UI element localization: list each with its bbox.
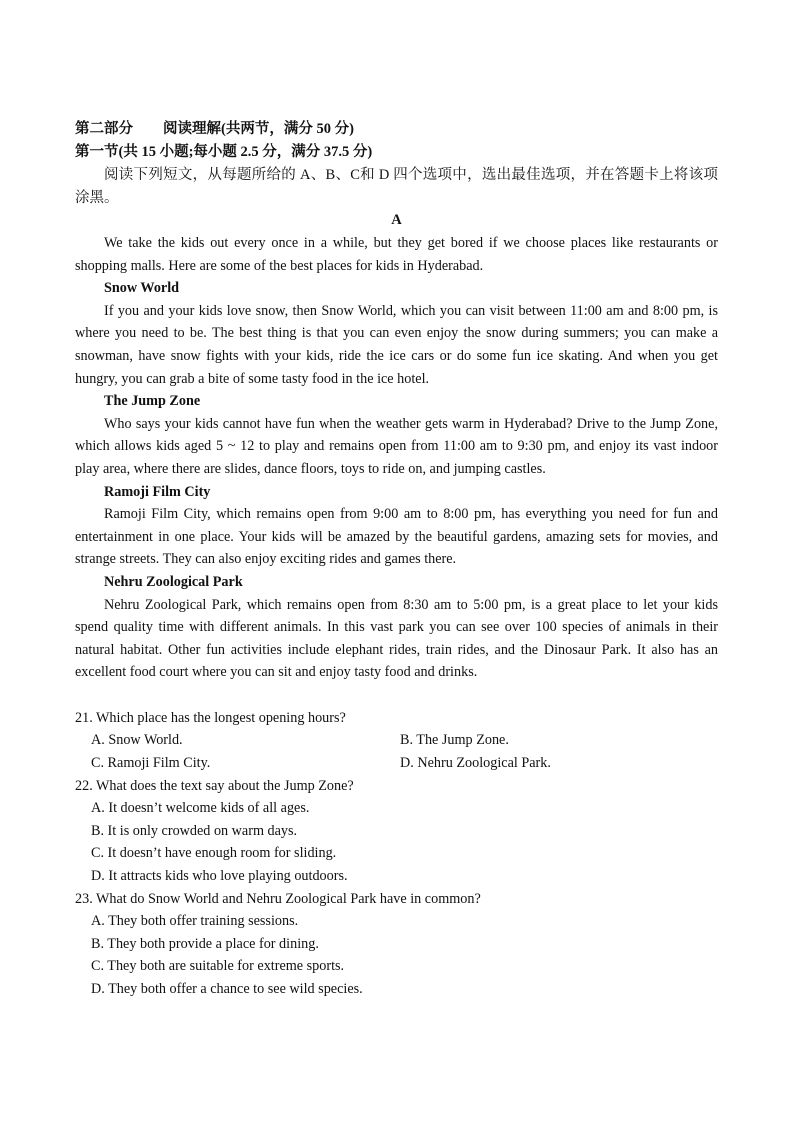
section-text-ramoji-film-city: Ramoji Film City, which remains open from 9:00 am to 8:00 pm, has everything you need for fun and entertainment in one place. Your kids will be amazed by the beautiful gardens, amazing sets for movies, and strange streets. They can also enjoy exciting rides and games there. (75, 506, 718, 568)
question-22-option-c: C. It doesn’t have enough room for sliding. (91, 845, 337, 862)
exam-page (75, 118, 718, 1001)
question-22-option-d: D. It attracts kids who love playing outdoors. (91, 868, 348, 885)
passage-letter: A (391, 212, 402, 228)
section-heading: 第一节(共 15 小题;每小题 2.5 分，满分 37.5 分) (75, 144, 373, 160)
question-23-option-d: D. They both offer a chance to see wild species. (91, 981, 363, 997)
section-text-snow-world: If you and your kids love snow, then Snow World, which you can visit between 11:00 am and 8:00 pm, is where you need to be. The best thing is that you can even enjoy the snow during summers; you can make a snowman, have snow fights with your kids, ride the ice cars or do some fun ice skating. And when you get hungry, you can grab a bite of some tasty food in the ice hotel. (75, 302, 718, 387)
question-21-option-d: D. Nehru Zoological Park. (400, 755, 551, 772)
question-21-option-a: A. Snow World. (91, 732, 183, 749)
question-21-stem: 21. Which place has the longest opening hours? (75, 709, 346, 726)
question-22-stem: 22. What does the text say about the Jump Zone? (75, 777, 354, 794)
question-23-stem: 23. What do Snow World and Nehru Zoological Park have in common? (75, 890, 481, 907)
section-heading-snow-world: Snow World (104, 280, 180, 297)
section-heading-jump-zone: The Jump Zone (104, 393, 201, 410)
question-23-option-c: C. They both are suitable for extreme sports. (91, 958, 345, 975)
part-title: 阅读理解(共两节，满分 50 分) (163, 121, 354, 137)
question-list (75, 707, 718, 1001)
section-heading-ramoji-film-city: Ramoji Film City (104, 483, 211, 500)
section-heading-nehru-zoological-park: Nehru Zoological Park (104, 573, 243, 590)
section-text-jump-zone: Who says your kids cannot have fun when the weather gets warm in Hyderabad? Drive to the Jump Zone, which allows kids aged 5 ~ 12 to play and remains open from 11:00 am to 9:30 pm, and enjoy its vast indoor play area, where there are slides, dance floors, toys to ride on, and jumping castles. (75, 415, 718, 477)
question-23-option-b: B. They both provide a place for dining. (91, 935, 319, 952)
question-21-options-row-2 (75, 752, 718, 775)
question-21-options-row-1 (75, 729, 718, 752)
passage-intro: We take the kids out every once in a while, but they get bored if we choose places like restaurants or shopping malls. Here are some of the best places for kids in Hyderabad. (75, 235, 718, 274)
question-22-option-b: B. It is only crowded on warm days. (91, 822, 298, 839)
instructions: 阅读下列短文，从每题所给的 A、B、C和 D 四个选项中，选出最佳选项，并在答题卡上将该项涂黑。 (75, 167, 718, 206)
question-22-option-a: A. It doesn’t welcome kids of all ages. (91, 800, 310, 817)
section-text-nehru-zoological-park: Nehru Zoological Park, which remains open from 8:30 am to 5:00 pm, is a great place to let your kids spend quality time with different animals. In this vast park you can see over 100 species of animals in their natural habitat. Other fun activities include elephant rides, train rides, and the Dinosaur Park. It also has an excellent food court where you can sit and enjoy tasty food and drinks. (75, 596, 718, 681)
question-21-option-c: C. Ramoji Film City. (91, 755, 211, 772)
part-label: 第二部分 (75, 121, 133, 137)
question-23-option-a: A. They both offer training sessions. (91, 913, 299, 930)
part-heading (75, 118, 718, 141)
question-21-option-b: B. The Jump Zone. (400, 732, 509, 749)
